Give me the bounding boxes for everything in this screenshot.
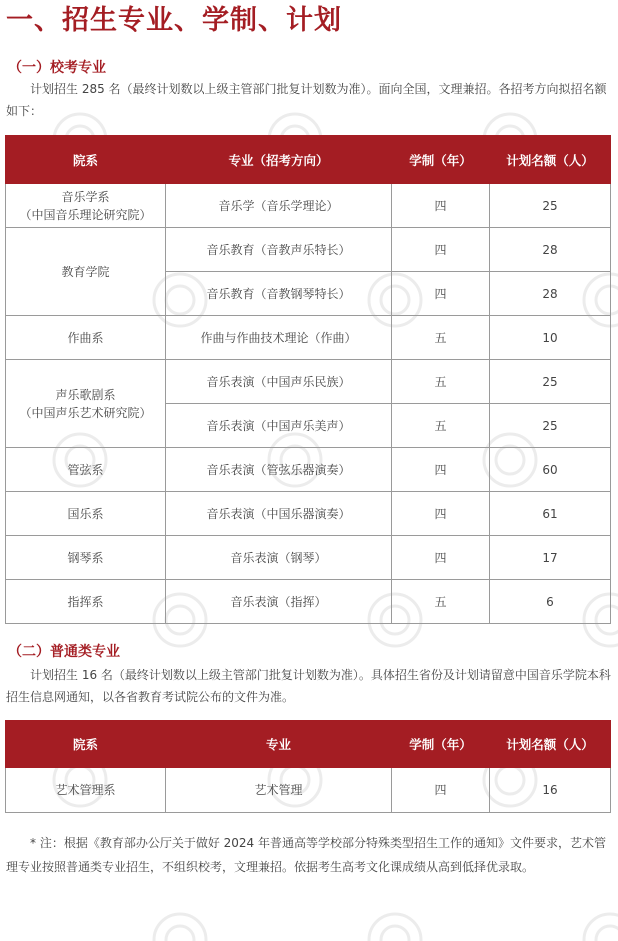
dept-cell: 音乐学系 （中国音乐理论研究院） bbox=[6, 184, 166, 228]
header-quota: 计划名额（人） bbox=[490, 136, 611, 184]
quota-cell: 28 bbox=[490, 272, 611, 316]
quota-cell: 17 bbox=[490, 536, 611, 580]
general-major-table bbox=[5, 720, 611, 813]
header-quota: 计划名额（人） bbox=[490, 721, 611, 768]
dept-cell: 管弦系 bbox=[6, 448, 166, 492]
major-cell: 音乐表演（中国声乐美声） bbox=[166, 404, 392, 448]
years-cell: 四 bbox=[392, 272, 490, 316]
section1-title: （一）校考专业 bbox=[8, 60, 106, 76]
major-cell: 音乐表演（中国声乐民族） bbox=[166, 360, 392, 404]
header-major: 专业 bbox=[166, 721, 392, 768]
footnote: * 注：根据《教育部办公厅关于做好 2024 年普通高等学校部分特殊类型招生工作的通知》文件要求，艺术管理专业按照普通类专业招生，不组织校考，文理兼招。依据考生高考文化课成绩从高到低择优录取。 bbox=[6, 836, 606, 874]
table-header-row bbox=[6, 721, 611, 768]
section2-title: （二）普通类专业 bbox=[8, 644, 120, 660]
section1-intro: 计划招生 285 名（最终计划数以上级主管部门批复计划数为准）。面向全国，文理兼招。各招考方向拟招名额如下： bbox=[6, 82, 607, 118]
table-row bbox=[6, 492, 611, 536]
quota-cell: 25 bbox=[490, 360, 611, 404]
dept-cell: 作曲系 bbox=[6, 316, 166, 360]
table-row bbox=[6, 316, 611, 360]
years-cell: 五 bbox=[392, 580, 490, 624]
years-cell: 四 bbox=[392, 184, 490, 228]
years-cell: 四 bbox=[392, 768, 490, 813]
school-exam-table bbox=[5, 135, 611, 624]
dept-cell: 钢琴系 bbox=[6, 536, 166, 580]
quota-cell: 25 bbox=[490, 184, 611, 228]
table-header-row bbox=[6, 136, 611, 184]
table-row bbox=[6, 448, 611, 492]
table-row bbox=[6, 184, 611, 228]
major-cell: 音乐教育（音教钢琴特长） bbox=[166, 272, 392, 316]
table-row bbox=[6, 228, 611, 272]
page-title: 一、招生专业、学制、计划 bbox=[6, 5, 342, 36]
years-cell: 四 bbox=[392, 492, 490, 536]
table-row bbox=[6, 536, 611, 580]
table-row bbox=[6, 580, 611, 624]
header-dept: 院系 bbox=[6, 721, 166, 768]
years-cell: 五 bbox=[392, 316, 490, 360]
quota-cell: 60 bbox=[490, 448, 611, 492]
major-cell: 音乐表演（钢琴） bbox=[166, 536, 392, 580]
years-cell: 四 bbox=[392, 448, 490, 492]
major-cell: 音乐表演（中国乐器演奏） bbox=[166, 492, 392, 536]
table-row bbox=[6, 768, 611, 813]
quota-cell: 25 bbox=[490, 404, 611, 448]
years-cell: 四 bbox=[392, 536, 490, 580]
major-cell: 音乐学（音乐学理论） bbox=[166, 184, 392, 228]
header-years: 学制（年） bbox=[392, 136, 490, 184]
dept-cell: 国乐系 bbox=[6, 492, 166, 536]
major-cell: 音乐表演（指挥） bbox=[166, 580, 392, 624]
quota-cell: 28 bbox=[490, 228, 611, 272]
major-cell: 艺术管理 bbox=[166, 768, 392, 813]
years-cell: 五 bbox=[392, 360, 490, 404]
dept-cell: 教育学院 bbox=[6, 228, 166, 316]
section2-intro: 计划招生 16 名（最终计划数以上级主管部门批复计划数为准）。具体招生省份及计划请留意中国音乐学院本科招生信息网通知，以各省教育考试院公布的文件为准。 bbox=[6, 668, 611, 704]
major-cell: 音乐表演（管弦乐器演奏） bbox=[166, 448, 392, 492]
years-cell: 五 bbox=[392, 404, 490, 448]
header-dept: 院系 bbox=[6, 136, 166, 184]
dept-cell: 声乐歌剧系 （中国声乐艺术研究院） bbox=[6, 360, 166, 448]
dept-cell: 指挥系 bbox=[6, 580, 166, 624]
major-cell: 作曲与作曲技术理论（作曲） bbox=[166, 316, 392, 360]
quota-cell: 6 bbox=[490, 580, 611, 624]
quota-cell: 61 bbox=[490, 492, 611, 536]
major-cell: 音乐教育（音教声乐特长） bbox=[166, 228, 392, 272]
header-major: 专业（招考方向） bbox=[166, 136, 392, 184]
years-cell: 四 bbox=[392, 228, 490, 272]
header-years: 学制（年） bbox=[392, 721, 490, 768]
table-row bbox=[6, 360, 611, 404]
quota-cell: 16 bbox=[490, 768, 611, 813]
dept-cell: 艺术管理系 bbox=[6, 768, 166, 813]
quota-cell: 10 bbox=[490, 316, 611, 360]
